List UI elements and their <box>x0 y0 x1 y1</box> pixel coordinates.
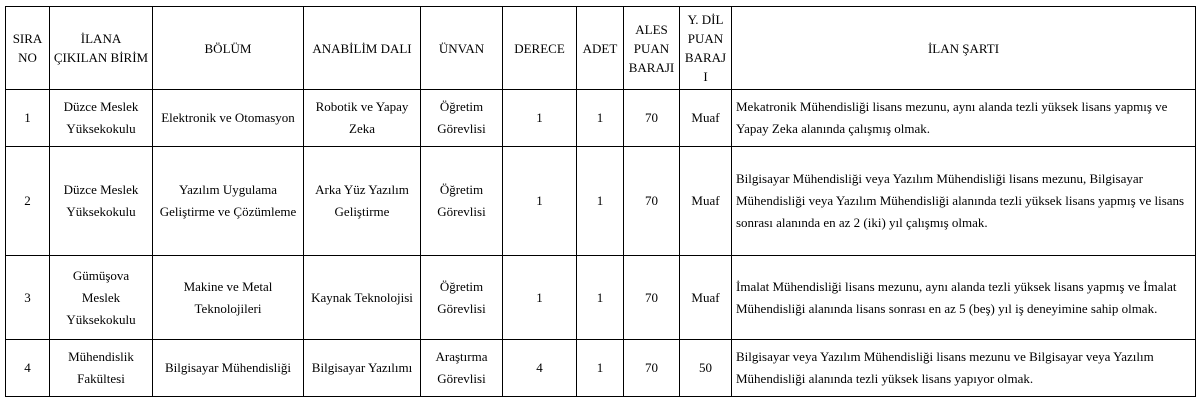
job-listing-document <box>5 6 1195 397</box>
cell-ydil: 50 <box>680 340 732 397</box>
cell-anabilim-dali: Kaynak Teknolojisi <box>304 256 421 340</box>
table-row <box>6 340 1196 397</box>
cell-unvan: Öğretim Görevlisi <box>421 147 503 256</box>
cell-anabilim-dali: Robotik ve Yapay Zeka <box>304 90 421 147</box>
cell-unvan: Öğretim Görevlisi <box>421 90 503 147</box>
header-ilan-sarti: İLAN ŞARTI <box>732 7 1196 90</box>
header-ydil-puan-baraji: Y. DİL PUAN BARAJI <box>680 7 732 90</box>
header-unvan: ÜNVAN <box>421 7 503 90</box>
cell-birim: Mühendislik Fakültesi <box>50 340 153 397</box>
cell-ales: 70 <box>624 90 680 147</box>
cell-bolum: Elektronik ve Otomasyon <box>153 90 304 147</box>
cell-derece: 1 <box>503 147 577 256</box>
header-sira-no: SIRA NO <box>6 7 50 90</box>
header-bolum: BÖLÜM <box>153 7 304 90</box>
table-row <box>6 147 1196 256</box>
cell-ydil: Muaf <box>680 90 732 147</box>
cell-adet: 1 <box>577 256 624 340</box>
cell-adet: 1 <box>577 340 624 397</box>
header-adet: ADET <box>577 7 624 90</box>
header-ilana-cikilan-birim: İLANA ÇIKILAN BİRİM <box>50 7 153 90</box>
cell-ales: 70 <box>624 147 680 256</box>
cell-unvan: Öğretim Görevlisi <box>421 256 503 340</box>
cell-ydil: Muaf <box>680 256 732 340</box>
header-ales-puan-baraji: ALES PUAN BARAJI <box>624 7 680 90</box>
table-row <box>6 256 1196 340</box>
cell-derece: 4 <box>503 340 577 397</box>
cell-ydil: Muaf <box>680 147 732 256</box>
cell-birim: Düzce Meslek Yüksekokulu <box>50 147 153 256</box>
cell-bolum: Yazılım Uygulama Geliştirme ve Çözümleme <box>153 147 304 256</box>
cell-derece: 1 <box>503 256 577 340</box>
cell-ilan-sarti: İmalat Mühendisliği lisans mezunu, aynı alanda tezli yüksek lisans yapmış ve İmalat Mühendisliği alanında lisans sonrası en az 5 (beş) yıl iş deneyimine sahip olmak. <box>732 256 1196 340</box>
cell-ilan-sarti: Bilgisayar veya Yazılım Mühendisliği lisans mezunu ve Bilgisayar veya Yazılım Mühendisliği alanında tezli yüksek lisans yapıyor olmak. <box>732 340 1196 397</box>
table-row <box>6 90 1196 147</box>
cell-anabilim-dali: Arka Yüz Yazılım Geliştirme <box>304 147 421 256</box>
cell-sira-no: 2 <box>6 147 50 256</box>
cell-ales: 70 <box>624 340 680 397</box>
cell-adet: 1 <box>577 90 624 147</box>
cell-birim: Düzce Meslek Yüksekokulu <box>50 90 153 147</box>
header-anabilim-dali: ANABİLİM DALI <box>304 7 421 90</box>
cell-derece: 1 <box>503 90 577 147</box>
cell-anabilim-dali: Bilgisayar Yazılımı <box>304 340 421 397</box>
table-header-row <box>6 7 1196 90</box>
header-derece: DERECE <box>503 7 577 90</box>
cell-sira-no: 1 <box>6 90 50 147</box>
cell-ilan-sarti: Bilgisayar Mühendisliği veya Yazılım Mühendisliği lisans mezunu, Bilgisayar Mühendisliği veya Yazılım Mühendisliği alanında tezli yüksek lisans yapmış ve lisans sonrası alanında en az 2 (iki) yıl çalışmış olmak. <box>732 147 1196 256</box>
cell-bolum: Bilgisayar Mühendisliği <box>153 340 304 397</box>
cell-bolum: Makine ve Metal Teknolojileri <box>153 256 304 340</box>
cell-adet: 1 <box>577 147 624 256</box>
cell-sira-no: 3 <box>6 256 50 340</box>
cell-ilan-sarti: Mekatronik Mühendisliği lisans mezunu, aynı alanda tezli yüksek lisans yapmış ve Yapay Zeka alanında çalışmış olmak. <box>732 90 1196 147</box>
cell-ales: 70 <box>624 256 680 340</box>
cell-birim: Gümüşova Meslek Yüksekokulu <box>50 256 153 340</box>
job-listing-table <box>5 6 1196 397</box>
cell-unvan: Araştırma Görevlisi <box>421 340 503 397</box>
cell-sira-no: 4 <box>6 340 50 397</box>
